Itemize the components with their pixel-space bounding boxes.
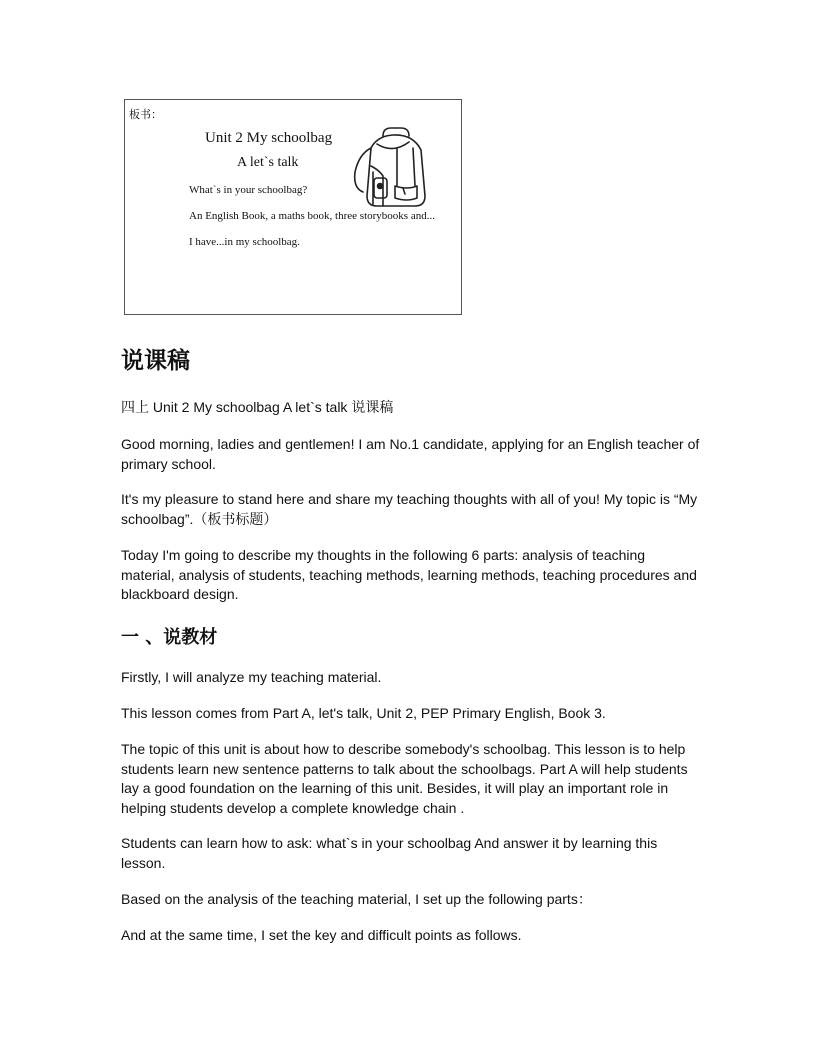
paragraph-students-learn: Students can learn how to ask: what`s in your schoolbag And answer it by learning this lesson.: [121, 835, 658, 871]
schoolbag-icon: [349, 126, 435, 210]
paragraph-topic: The topic of this unit is about how to describe somebody's schoolbag. This lesson is to help students learn new sentence patterns to talk about the schoolbags. Part A will help students lay a good foundation on the learning of this unit. Besides, it will play an important role in helping students develop a complete knowledge chain .: [121, 741, 688, 816]
board-line-question: What`s in your schoolbag?: [189, 184, 308, 196]
board-corner-label: 板书：: [129, 108, 162, 121]
paragraph-greeting: Good morning, ladies and gentlemen! I am No.1 candidate, applying for an English teacher of primary school.: [121, 436, 700, 472]
blackboard-design-figure: [124, 99, 462, 315]
paragraph-pleasure: It's my pleasure to stand here and share my teaching thoughts with all of you! My topic is “My schoolbag”.（板书标题）: [121, 491, 698, 527]
lesson-subtitle: 四上 Unit 2 My schoolbag A let`s talk 说课稿: [121, 399, 394, 415]
board-subtitle: A let`s talk: [237, 155, 299, 170]
paragraph-key-points: And at the same time, I set the key and difficult points as follows.: [121, 927, 522, 943]
paragraph-firstly: Firstly, I will analyze my teaching material.: [121, 669, 382, 685]
paragraph-lesson-source: This lesson comes from Part A, let's talk, Unit 2, PEP Primary English, Book 3.: [121, 705, 606, 721]
page-heading-shuokegao: 说课稿: [121, 348, 190, 374]
board-title: Unit 2 My schoolbag: [205, 130, 333, 146]
paragraph-based-on: Based on the analysis of the teaching material, I set up the following parts：: [121, 891, 592, 907]
board-line-have: I have...in my schoolbag.: [189, 236, 300, 248]
board-line-answer: An English Book, a maths book, three storybooks and...: [189, 210, 435, 222]
paragraph-parts: Today I'm going to describe my thoughts in the following 6 parts: analysis of teaching material, analysis of students, teaching methods, learning methods, teaching procedures and blackboard design.: [121, 547, 697, 602]
section-heading-teaching-material: 一 、说教材: [121, 627, 218, 648]
